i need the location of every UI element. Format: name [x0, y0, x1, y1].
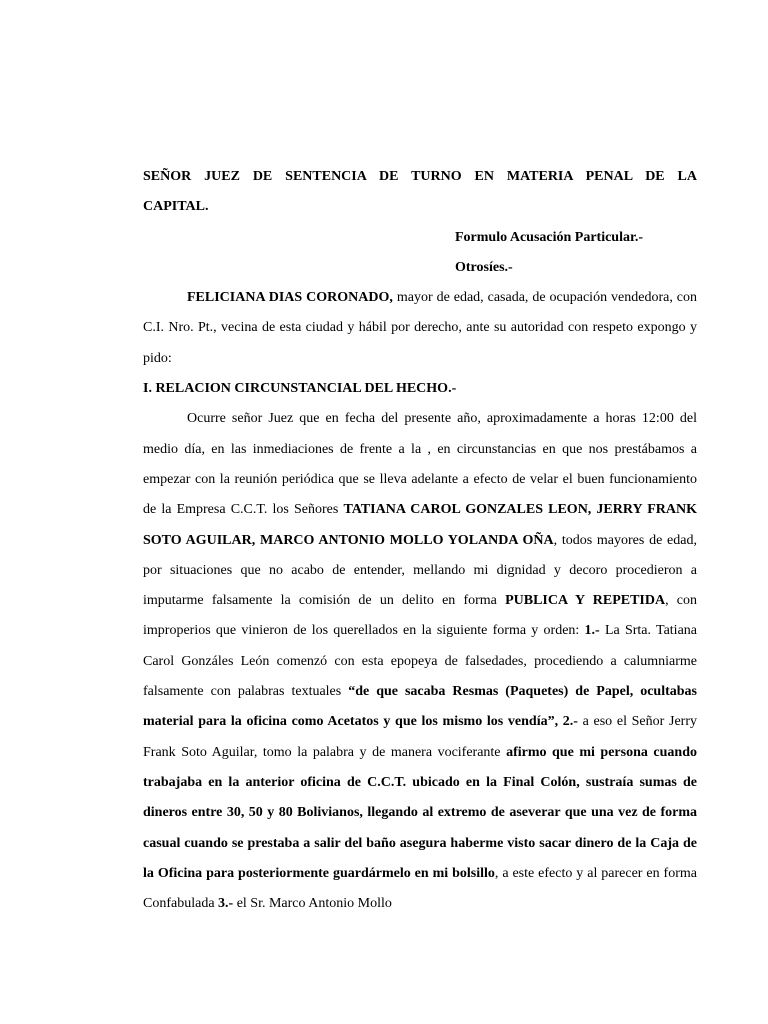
court-addressee-title: SEÑOR JUEZ DE SENTENCIA DE TURNO EN MATERIA PENAL DE LA CAPITAL.	[143, 169, 697, 215]
subject-line-accusation: Formulo Acusación Particular.-	[455, 229, 644, 245]
item-number: 1.-	[584, 623, 600, 639]
section-heading: I. RELACION CIRCUNSTANCIAL DEL HECHO.-	[143, 381, 457, 397]
facts-text: , todos mayores de edad, por situaciones que no acabo de entender, mellando mi dignidad y decoro procedieron a imputarme falsamente la comisión de un delito en forma	[143, 532, 697, 609]
public-repeated-emphasis: PUBLICA Y REPETIDA	[505, 593, 666, 609]
facts-text: Ocurre señor Juez que en fecha del presente año, aproximadamente a horas 12:00 del medio día, en las inmediaciones de frente a la , en circunstancias en que nos prestábamos a empezar con la reunión periódica que se lleva adelante a efecto de velar el buen funcionamiento de la Empresa C.C.T. los Señores	[143, 411, 697, 518]
facts-text: , a este efecto y al parecer en forma Confabulada	[143, 865, 697, 912]
item-number: 3.-	[218, 896, 234, 912]
plaintiff-name: FELICIANA DIAS CORONADO,	[187, 290, 393, 306]
quoted-accusation: “de que sacaba Resmas (Paquetes) de Papel, ocultabas material para la oficina como Acetatos y que los mismo los vendía”, 2.-	[143, 684, 697, 730]
facts-text: el Sr. Marco Antonio Mollo	[233, 896, 392, 912]
facts-text: , con improperios que vinieron de los querellados en la siguiente forma y orden:	[143, 593, 697, 639]
intro-text: mayor de edad, casada, de ocupación vendedora, con C.I. Nro. Pt., vecina de esta ciudad y hábil por derecho, ante su autoridad con respeto expongo y pido:	[143, 290, 698, 366]
facts-text: La Srta. Tatiana Carol Gonzáles León comenzó con esta epopeya de falsedades, procediendo a calumniarme falsamente con palabras textuales	[143, 623, 697, 700]
document-body	[143, 162, 697, 919]
subject-line-otrosies: Otrosíes.-	[455, 259, 513, 275]
intro-paragraph	[143, 283, 697, 374]
defendant-names: TATIANA CAROL GONZALES LEON, JERRY FRANK SOTO AGUILAR, MARCO ANTONIO MOLLO YOLANDA OÑA	[143, 502, 697, 548]
facts-text: a eso el Señor Jerry Frank Soto Aguilar, tomo la palabra y de manera vociferante	[143, 714, 697, 760]
facts-paragraph	[143, 404, 697, 919]
second-accusation: afirmo que mi persona cuando trabajaba en la anterior oficina de C.C.T. ubicado en la Final Colón, sustraía sumas de dineros entre 30, 50 y 80 Bolivianos, llegando al extremo de aseverar que una vez de forma casual cuando se prestaba a salir del baño asegura haberme visto sacar dinero de la Caja de la Oficina para posteriormente guardármelo en mi bolsillo	[143, 744, 697, 881]
